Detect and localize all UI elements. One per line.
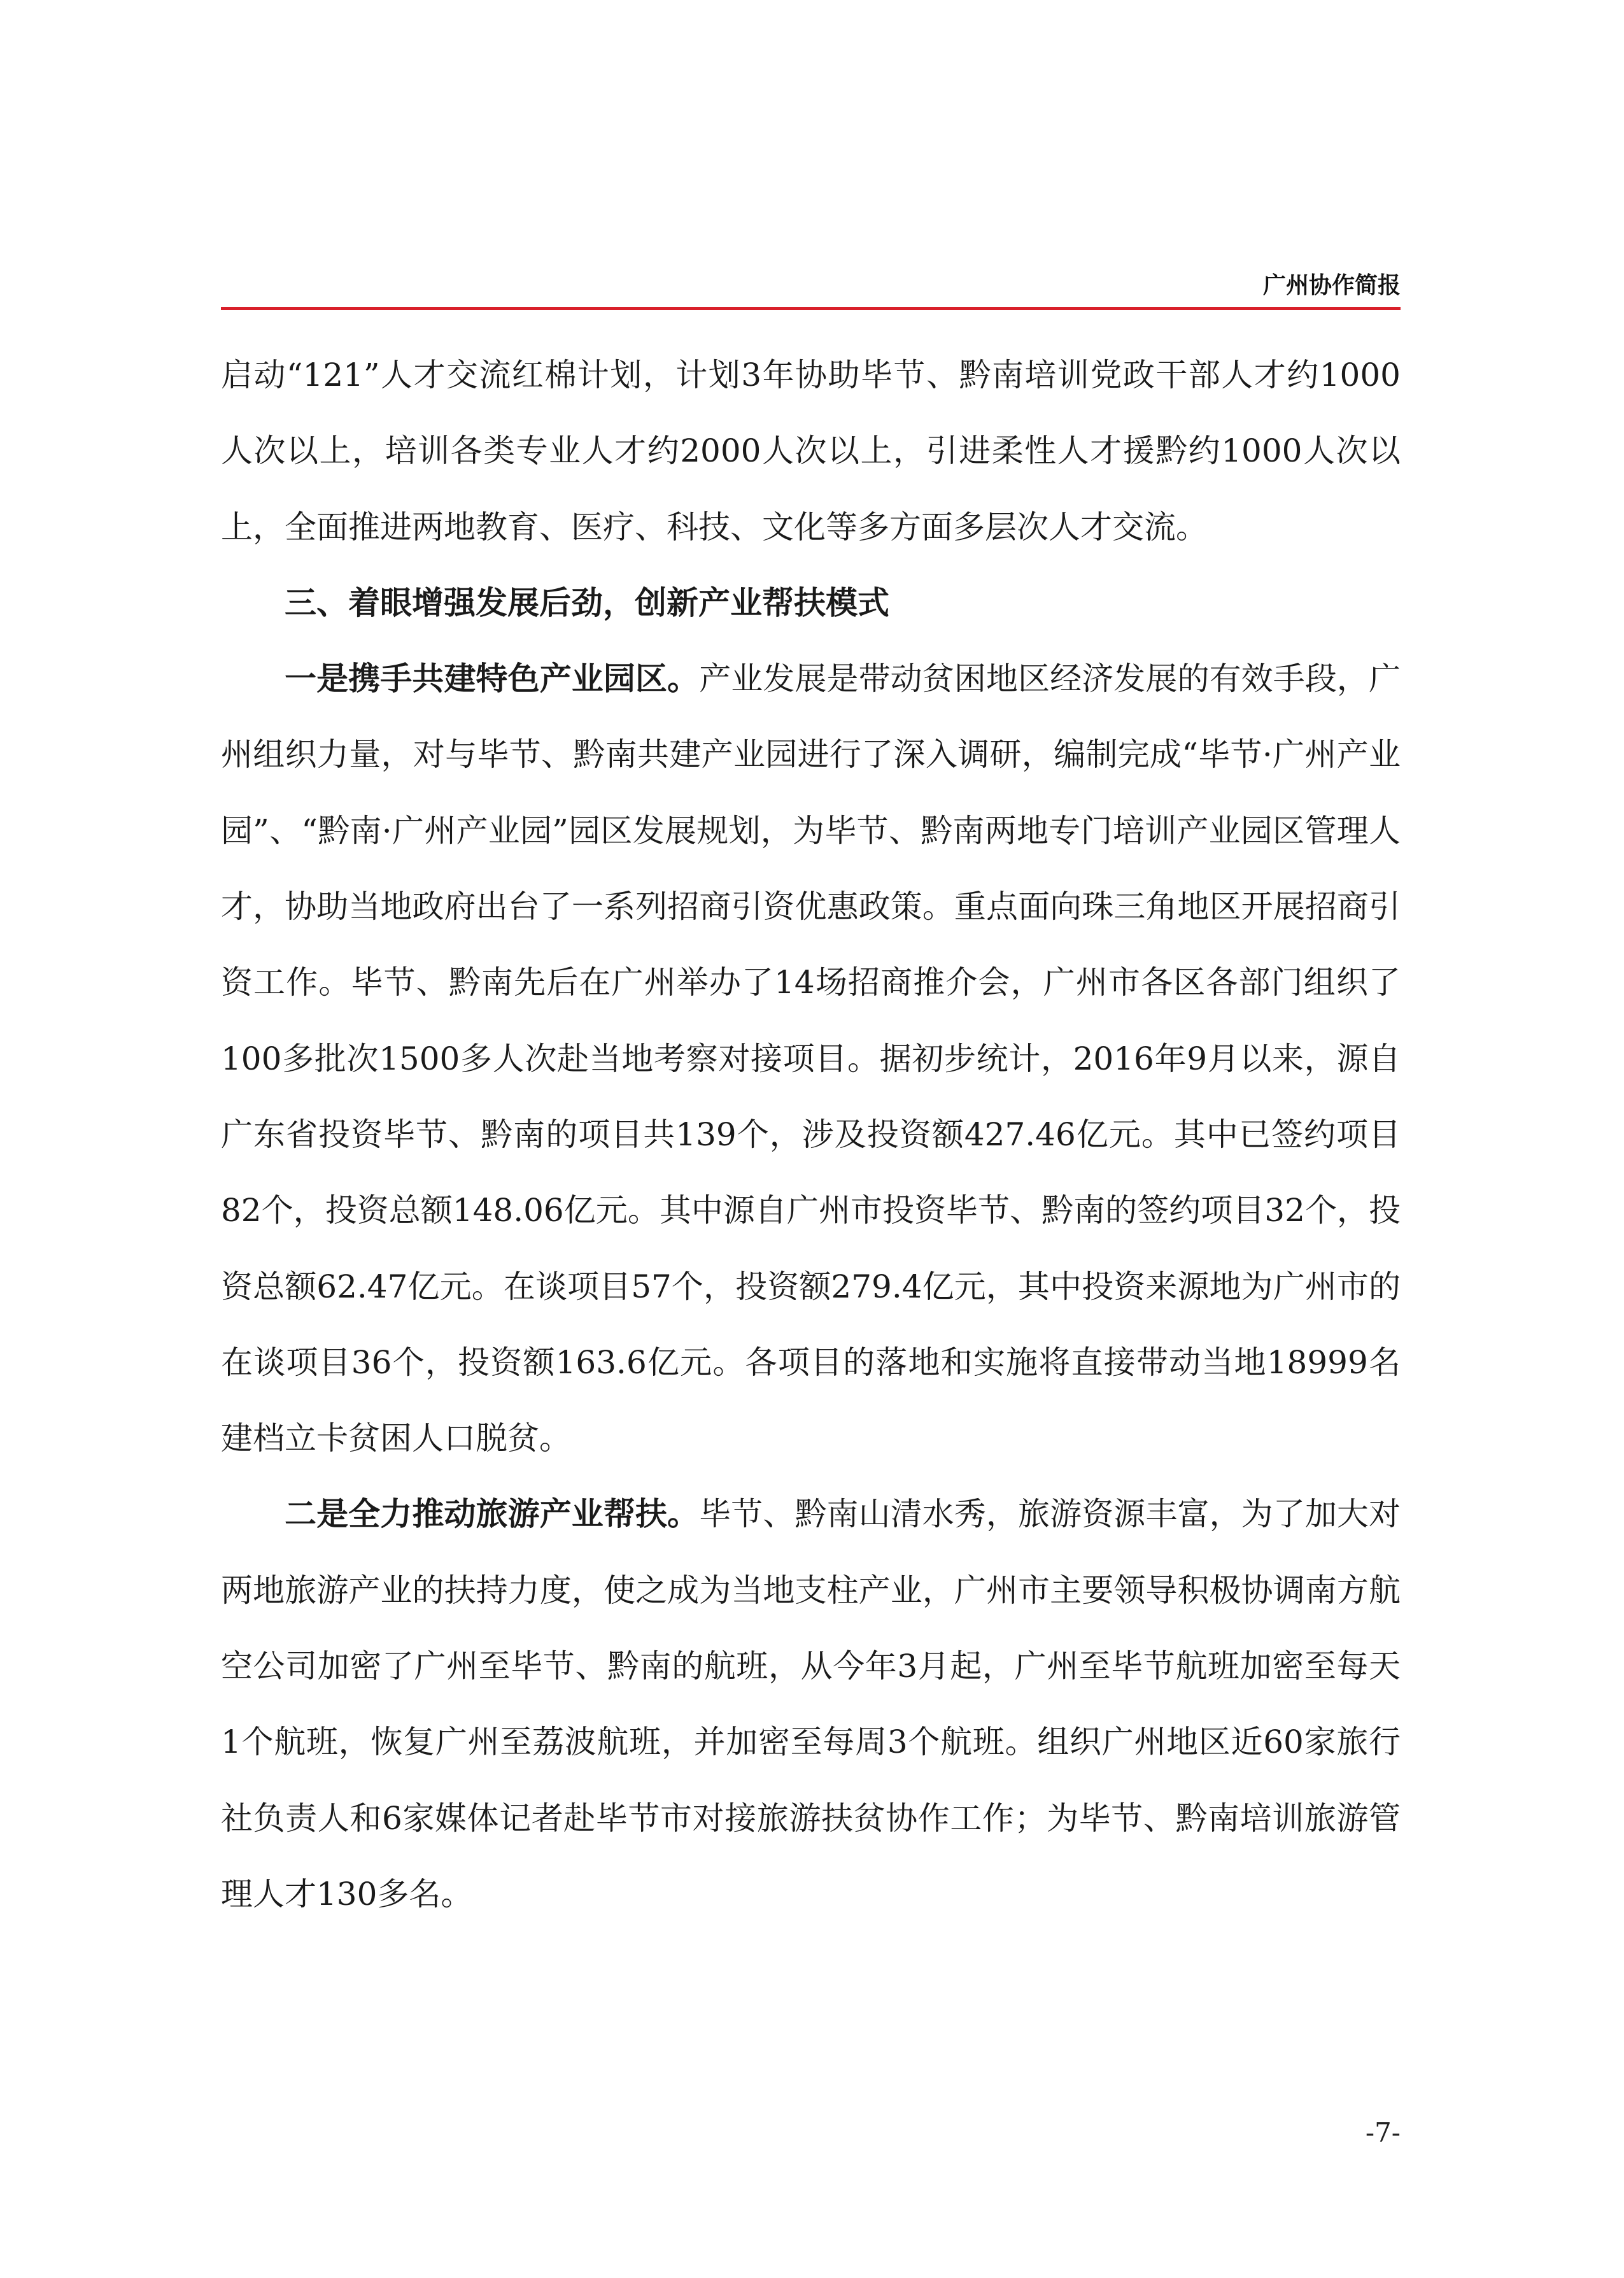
article-body [221, 337, 1401, 1932]
header-divider [221, 307, 1401, 310]
paragraph-tourism [221, 1476, 1401, 1932]
paragraph-lead: 一是携手共建特色产业园区。 [285, 660, 700, 698]
paragraph-industrial-parks [221, 641, 1401, 1476]
paragraph-talent-exchange: 启动“121”人才交流红棉计划，计划3年协助毕节、黔南培训党政干部人才约1000人次以上，培训各类专业人才约2000人次以上，引进柔性人才援黔约1000人次以上，全面推进两地教育、医疗、科技、文化等多方面多层次人才交流。 [221, 357, 1401, 546]
paragraph-text: 毕节、黔南山清水秀，旅游资源丰富，为了加大对两地旅游产业的扶持力度，使之成为当地支柱产业，广州市主要领导积极协调南方航空公司加密了广州至毕节、黔南的航班，从今年3月起，广州至毕节航班加密至每天1个航班，恢复广州至荔波航班，并加密至每周3个航班。组织广州地区近60家旅行社负责人和6家媒体记者赴毕节市对接旅游扶贫协作工作；为毕节、黔南培训旅游管理人才130多名。 [221, 1496, 1401, 1913]
publication-title: 广州协作简报 [1262, 272, 1401, 299]
section-heading: 三、着眼增强发展后劲，创新产业帮扶模式 [285, 584, 889, 621]
paragraph-lead: 二是全力推动旅游产业帮扶。 [285, 1496, 700, 1533]
page-number: -7- [1365, 2117, 1401, 2148]
paragraph-text: 产业发展是带动贫困地区经济发展的有效手段，广州组织力量，对与毕节、黔南共建产业园进行了深入调研，编制完成“毕节·广州产业园”、“黔南·广州产业园”园区发展规划，为毕节、黔南两地专门培训产业园区管理人才，协助当地政府出台了一系列招商引资优惠政策。重点面向珠三角地区开展招商引资工作。毕节、黔南先后在广州举办了14场招商推介会，广州市各区各部门组织了100多批次1500多人次赴当地考察对接项目。据初步统计，2016年9月以来，源自广东省投资毕节、黔南的项目共139个，涉及投资额427.46亿元。其中已签约项目82个，投资总额148.06亿元。其中源自广州市投资毕节、黔南的签约项目32个，投资总额62.47亿元。在谈项目57个，投资额279.4亿元，其中投资来源地为广州市的在谈项目36个，投资额163.6亿元。各项目的落地和实施将直接带动当地18999名建档立卡贫困人口脱贫。 [221, 660, 1401, 1457]
